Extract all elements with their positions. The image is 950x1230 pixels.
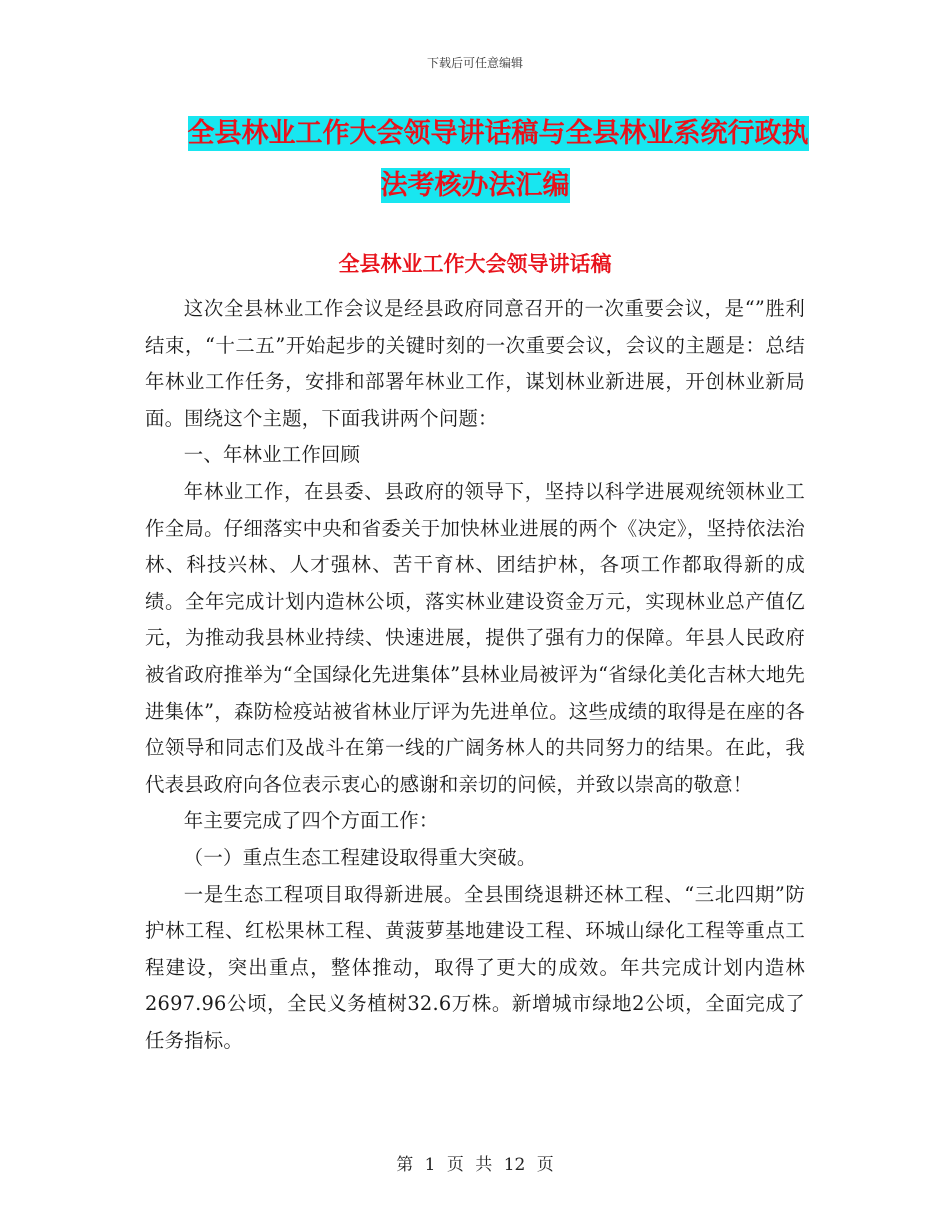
document-title-line-1: 全县林业工作大会领导讲话稿与全县林业系统行政执 — [187, 118, 809, 149]
paragraph: 一、年林业工作回顾 — [183, 443, 361, 467]
paragraph: 年林业工作，在县委、县政府的领导下，坚持以科学进展观统领林业工作全局。仔细落实中央和省委关于加快林业进展的两个《决定》，坚持依法治林、科技兴林、人才强林、苦干育林、团结护林，各项工作都取得新的成绩。全年完成计划内造林公顷，落实林业建设资金万元，实现林业总产值亿元，为推动我县林业持续、快速进展，提供了强有力的保障。年县人民政府被省政府推举为“全国绿化先进集体”县林业局被评为“省绿化美化吉林大地先进集体”，森防检疫站被省林业厅评为先进单位。这些成绩的取得是在座的各位领导和同志们及战斗在第一线的广阔务林人的共同努力的结果。在此，我代表县政府向各位表示衷心的感谢和亲切的问候，并致以崇高的敬意！ — [145, 479, 805, 796]
paragraph: （一）重点生态工程建设取得重大突破。 — [183, 845, 537, 869]
document-title-line-2: 法考核办法汇编 — [380, 170, 570, 201]
body-text — [145, 291, 805, 1059]
document-title — [0, 108, 950, 212]
paragraph: 年主要完成了四个方面工作： — [183, 809, 439, 833]
paragraph: 这次全县林业工作会议是经县政府同意召开的一次重要会议，是“”胜利结束，“十二五”开始起步的关键时刻的一次重要会议，会议的主题是：总结年林业工作任务，安排和部署年林业工作，谋划林业新进展，开创林业新局面。围绕这个主题，下面我讲两个问题： — [145, 297, 805, 430]
page-header-note: 下载后可任意编辑 — [426, 56, 523, 70]
paragraph: 一是生态工程项目取得新进展。全县围绕退耕还林工程、“三北四期”防护林工程、红松果林工程、黄菠萝基地建设工程、环城山绿化工程等重点工程建设，突出重点，整体推动，取得了更大的成效。年共完成计划内造林2697.96公顷，全民义务植树32.6万株。新增城市绿地2公顷，全面完成了任务指标。 — [145, 882, 805, 1052]
page-number-footer: 第 1 页 共 12 页 — [396, 1155, 554, 1175]
section-heading: 全县林业工作大会领导讲话稿 — [338, 252, 612, 276]
